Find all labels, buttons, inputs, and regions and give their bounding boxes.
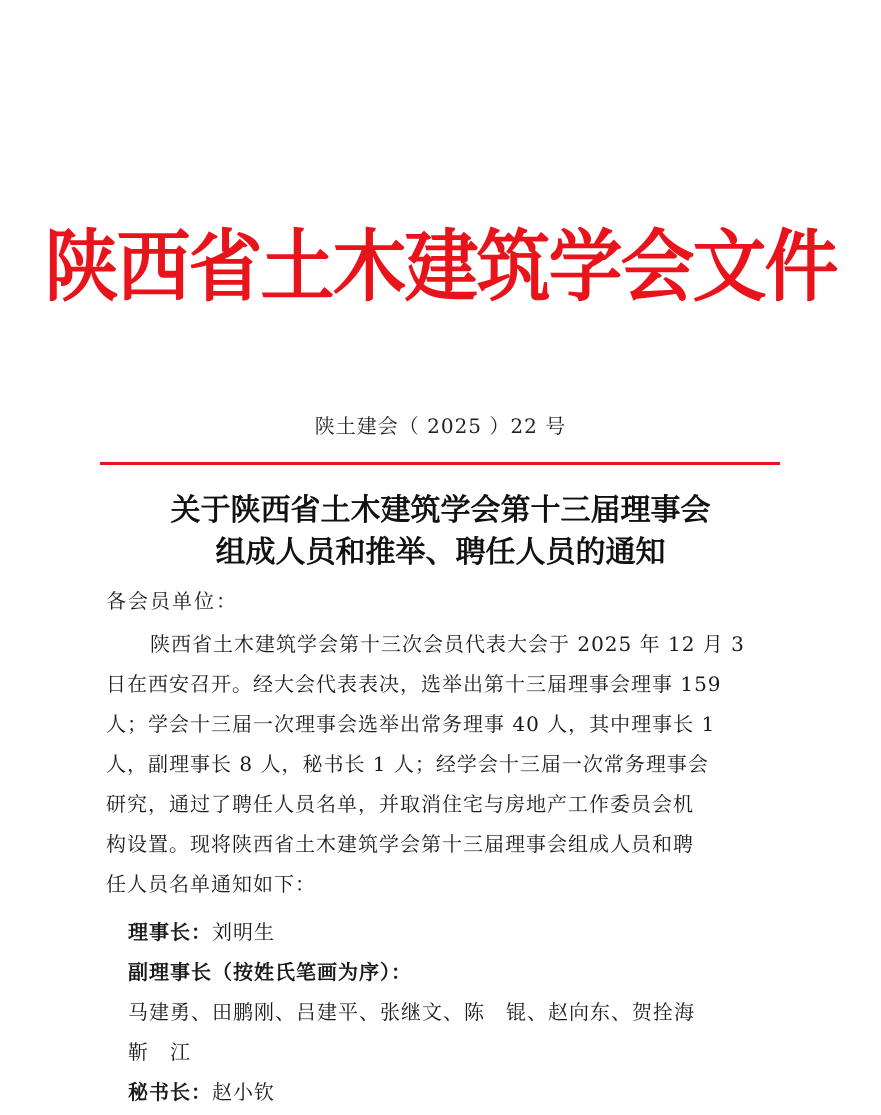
body-line: 陕西省土木建筑学会第十三次会员代表大会于 2025 年 12 月 3 <box>150 632 745 656</box>
body-line: 人，副理事长 8 人，秘书长 1 人；经学会十三届一次常务理事会 <box>106 752 709 776</box>
roster-list <box>128 912 788 1112</box>
salutation: 各会员单位： <box>106 589 238 613</box>
notice-title-line-1: 关于陕西省土木建筑学会第十三届理事会 <box>170 493 711 528</box>
secretary-general-label: 秘书长： <box>128 1080 212 1104</box>
chairman-row <box>128 912 788 952</box>
notice-title <box>0 490 881 574</box>
organization-header: 陕西省土木建筑学会文件 <box>44 221 837 313</box>
vice-chairman-row <box>128 952 788 992</box>
secretary-general-name: 赵小钦 <box>212 1080 275 1104</box>
body-line: 人；学会十三届一次理事会选举出常务理事 40 人，其中理事长 1 <box>106 712 716 736</box>
chairman-label: 理事长： <box>128 920 212 944</box>
secretary-general-row <box>128 1072 788 1112</box>
body-line: 构设置。现将陕西省土木建筑学会第十三届理事会组成人员和聘 <box>106 832 694 856</box>
document-number: 陕土建会（ 2025 ）22 号 <box>314 414 567 438</box>
body-paragraph <box>106 624 776 904</box>
vice-chairman-names-line-2: 靳 江 <box>128 1040 191 1064</box>
body-line: 任人员名单通知如下： <box>106 872 316 896</box>
vice-chairman-label: 副理事长（按姓氏笔画为序）： <box>128 960 412 984</box>
body-line: 研究，通过了聘任人员名单，并取消住宅与房地产工作委员会机 <box>106 792 694 816</box>
red-divider <box>100 462 780 465</box>
notice-title-line-2: 组成人员和推举、聘任人员的通知 <box>215 535 666 570</box>
body-line: 日在西安召开。经大会代表表决，选举出第十三届理事会理事 159 <box>106 672 722 696</box>
vice-chairman-names-line-1: 马建勇、田鹏刚、吕建平、张继文、陈 锟、赵向东、贺拴海 <box>128 1000 695 1024</box>
chairman-name: 刘明生 <box>212 920 275 944</box>
